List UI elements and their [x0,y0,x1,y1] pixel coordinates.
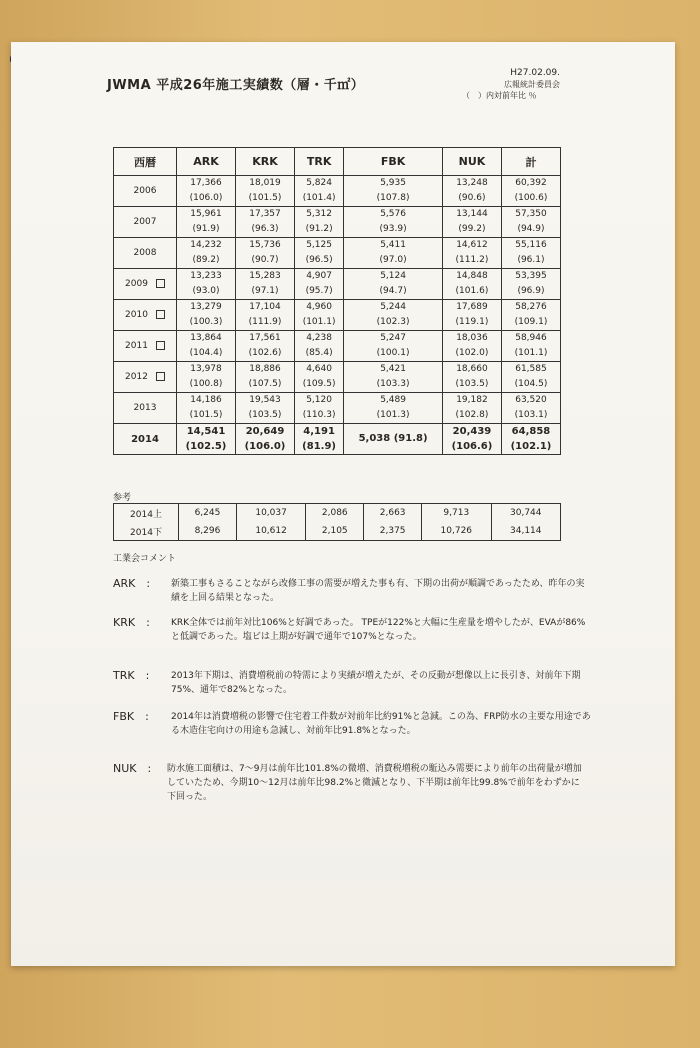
value-number: 14,541 [186,426,226,437]
year-cell [114,176,177,207]
value-cell [442,393,501,424]
value-number: 17,689 [456,302,488,312]
value-number: 5,244 [380,302,406,312]
percent-value: (103.1) [514,410,548,420]
value-cell [442,331,501,362]
value-number: 5,489 [380,395,406,405]
year-label: 2007 [133,217,157,227]
value-cell [295,176,344,207]
comment-label: NUK : [113,762,152,775]
value-cell [177,207,236,238]
column-header: NUK [442,148,501,176]
percent-value: (107.5) [248,379,282,389]
percent-value: (102.8) [455,410,489,420]
document-date: H27.02.09. [510,68,560,78]
value-cell [236,424,295,455]
value-number: 13,233 [190,271,222,281]
percent-value: (85.4) [305,348,333,358]
value-cell [177,176,236,207]
value-cell [442,424,501,455]
value-cell [501,393,560,424]
value-number: 4,960 [306,302,332,312]
percent-value: (102.6) [248,348,282,358]
reference-value: 30,744 [491,504,560,523]
value-number: 63,520 [515,395,547,405]
year-cell [114,362,177,393]
committee-name: 広報統計委員会 [504,80,560,89]
value-number: 17,366 [190,178,222,188]
value-cell [344,269,443,300]
percent-value: (96.1) [517,255,545,265]
percent-value: (109.5) [302,379,336,389]
value-cell [501,331,560,362]
reference-value: 2,663 [364,504,422,523]
reference-value: 9,713 [422,504,491,523]
percent-value: (99.2) [458,224,486,234]
value-cell [177,238,236,269]
value-number: 18,886 [249,364,281,374]
value-cell [177,269,236,300]
table-row [114,238,561,269]
value-cell [295,331,344,362]
value-cell [295,300,344,331]
value-number: 5,125 [306,240,332,250]
value-cell [295,362,344,393]
percent-value: (119.1) [455,317,489,327]
table-row [114,176,561,207]
value-number: 15,283 [249,271,281,281]
value-number: 15,736 [249,240,281,250]
column-header: 計 [501,148,560,176]
percent-value: (100.6) [514,193,548,203]
value-number: 57,350 [515,209,547,219]
percent-value: (101.1) [514,348,548,358]
percent-value: (103.5) [248,410,282,420]
comment-label: FBK : [113,710,149,723]
percent-value: (109.1) [514,317,548,327]
percent-value: (106.6) [451,441,493,452]
value-number: 4,640 [306,364,332,374]
value-cell [501,176,560,207]
value-number: 14,232 [190,240,222,250]
value-number: 14,186 [190,395,222,405]
percent-value: (107.8) [376,193,410,203]
value-number: 18,019 [249,178,281,188]
value-number: 58,276 [515,302,547,312]
comment-text: 防水施工面積は、7～9月は前年比101.8%の微増、消費税増税の駈込み需要により前年の出荷量が増加していたため、今期10～12月は前年比98.2%と微減となり、下半期は前年比99.8%で前年をわずかに下回った。 [167,764,582,802]
value-number: 53,395 [515,271,547,281]
percent-value: (104.5) [514,379,548,389]
value-cell [236,362,295,393]
year-cell [114,269,177,300]
value-cell [295,238,344,269]
checkbox-mark-icon [156,341,165,350]
document-title: JWMA 平成26年施工実績数（層・千㎡） [107,78,365,93]
value-cell [236,269,295,300]
table-row [114,393,561,424]
value-cell [236,393,295,424]
percent-value: (95.7) [305,286,333,296]
reference-row [114,504,561,523]
comment-label: KRK : [113,616,150,629]
value-cell [295,424,344,455]
percent-value: (106.0) [244,441,286,452]
value-number: 4,907 [306,271,332,281]
checkbox-mark-icon [156,279,165,288]
reference-row-label: 2014上 [114,504,179,523]
value-number: 5,312 [306,209,332,219]
table-row [114,300,561,331]
reference-value: 8,296 [179,522,237,541]
percent-value: (93.0) [192,286,220,296]
reference-value: 2,375 [364,522,422,541]
percent-value: (103.3) [376,379,410,389]
column-header: ARK [177,148,236,176]
percent-value: (111.2) [455,255,489,265]
percent-value: (96.3) [251,224,279,234]
percent-value: (96.5) [305,255,333,265]
table-header-row [114,148,561,176]
value-number: 5,120 [306,395,332,405]
value-cell [177,331,236,362]
value-cell [501,207,560,238]
year-label: 2012 [125,372,148,382]
year-label: 2009 [125,279,148,289]
value-cell [344,424,443,455]
percent-value: (103.5) [455,379,489,389]
percent-value: (101.4) [302,193,336,203]
reference-table [113,503,561,541]
year-cell [114,238,177,269]
value-cell [177,300,236,331]
year-label: 2013 [133,403,157,413]
value-number: 14,612 [456,240,488,250]
column-header: FBK [344,148,443,176]
percent-value: (94.9) [517,224,545,234]
value-cell [501,269,560,300]
value-number: 17,357 [249,209,281,219]
value-number: 5,824 [306,178,332,188]
value-cell [344,207,443,238]
results-table [113,147,561,455]
value-number: 18,036 [456,333,488,343]
year-cell [114,300,177,331]
table-row [114,269,561,300]
value-cell [236,207,295,238]
value-number: 19,543 [249,395,281,405]
value-cell [442,238,501,269]
value-cell [442,207,501,238]
value-cell [344,331,443,362]
reference-value: 34,114 [491,522,560,541]
value-cell [344,176,443,207]
percent-value: (101.1) [302,317,336,327]
value-cell [295,393,344,424]
column-header: TRK [295,148,344,176]
percent-value: (101.5) [189,410,223,420]
percent-value: (89.2) [192,255,220,265]
value-number: 64,858 [511,426,551,437]
percent-value: (111.9) [248,317,282,327]
table-row [114,331,561,362]
value-cell [344,393,443,424]
comment-text: 新築工事もさることながら改修工事の需要が増えた事も有、下期の出荷が順調であったため、昨年の実績を上回る結果となった。 [171,579,585,603]
percent-value: (104.4) [189,348,223,358]
value-number: 13,144 [456,209,488,219]
value-cell [236,238,295,269]
value-cell [344,362,443,393]
comment-label: ARK : [113,577,151,590]
year-cell [114,331,177,362]
reference-value: 10,037 [236,504,305,523]
column-header: 西暦 [114,148,177,176]
value-number: 60,392 [515,178,547,188]
percent-value: (101.3) [376,410,410,420]
percent-value: (101.5) [248,193,282,203]
year-label: 2010 [125,310,148,320]
value-number: 5,411 [380,240,406,250]
value-number: 4,238 [306,333,332,343]
comment-text: 2013年下期は、消費増税前の特需により実績が増えたが、その反動が想像以上に長引き、対前年下期75%、通年で82%となった。 [171,671,581,695]
percent-value: (81.9) [302,441,336,452]
value-cell [295,269,344,300]
comment-text: KRK全体では前年対比106%と好調であった。 TPEが122%と大幅に生産量を増やしたが、EVAが86%と低調であった。塩ビは上期が好調で通年で107%となった。 [171,618,586,642]
percent-note: （ ）内対前年比 ％ [462,91,537,100]
value-cell [442,300,501,331]
value-number: 58,946 [515,333,547,343]
percent-value: (110.3) [302,410,336,420]
value-cell [344,300,443,331]
value-cell [177,362,236,393]
reference-label: 参考 [113,493,132,503]
percent-value: (93.9) [379,224,407,234]
percent-value: (100.8) [189,379,223,389]
reference-row [114,522,561,541]
value-number: 4,191 [303,426,335,437]
comment-text: 2014年は消費増税の影響で住宅着工件数が対前年比約91%と急減。この為、FRP防水の主要な用途である木造住宅向けの用途も急減し、対前年比91.8%となった。 [171,712,591,736]
year-cell [114,207,177,238]
value-cell [236,331,295,362]
value-cell [501,362,560,393]
comments-title: 工業会コメント [113,554,177,564]
percent-value: (97.0) [379,255,407,265]
table-row-2014 [114,424,561,455]
value-number: 13,864 [190,333,222,343]
value-cell [501,424,560,455]
reference-row-label: 2014下 [114,522,179,541]
percent-value: (91.2) [305,224,333,234]
column-header: KRK [236,148,295,176]
value-cell [177,424,236,455]
percent-value: (100.3) [189,317,223,327]
percent-value: (91.9) [192,224,220,234]
reference-value: 10,726 [422,522,491,541]
percent-value: (101.6) [455,286,489,296]
percent-value: (90.6) [458,193,486,203]
year-label: 2006 [133,186,157,196]
value-number: 20,439 [452,426,492,437]
percent-value: (102.5) [185,441,227,452]
value-number: 61,585 [515,364,547,374]
value-number: 14,848 [456,271,488,281]
value-number: 5,038 (91.8) [358,433,428,444]
reference-value: 2,086 [306,504,364,523]
percent-value: (106.0) [189,193,223,203]
year-label: 2011 [125,341,148,351]
percent-value: (90.7) [251,255,279,265]
year-label: 2008 [133,248,157,258]
year-cell [114,393,177,424]
percent-value: (97.1) [251,286,279,296]
value-number: 5,421 [380,364,406,374]
percent-value: (102.3) [376,317,410,327]
value-cell [501,238,560,269]
header-meta [448,68,560,101]
value-number: 13,279 [190,302,222,312]
checkbox-mark-icon [156,372,165,381]
value-number: 20,649 [245,426,285,437]
year-cell: 2014 [114,424,177,455]
value-number: 5,576 [380,209,406,219]
value-number: 5,247 [380,333,406,343]
table-row [114,207,561,238]
percent-value: (102.0) [455,348,489,358]
value-cell [344,238,443,269]
value-number: 19,182 [456,395,488,405]
value-number: 13,978 [190,364,222,374]
value-cell [442,176,501,207]
value-cell [177,393,236,424]
value-cell [442,362,501,393]
value-cell [501,300,560,331]
percent-value: (102.1) [510,441,552,452]
value-number: 18,660 [456,364,488,374]
table-row [114,362,561,393]
value-number: 17,104 [249,302,281,312]
comment-label: TRK : [113,669,150,682]
checkbox-mark-icon [156,310,165,319]
value-number: 15,961 [190,209,222,219]
percent-value: (94.7) [379,286,407,296]
percent-value: (100.1) [376,348,410,358]
value-number: 5,124 [380,271,406,281]
reference-value: 6,245 [179,504,237,523]
value-number: 13,248 [456,178,488,188]
value-number: 5,935 [380,178,406,188]
value-number: 17,561 [249,333,281,343]
value-cell [236,300,295,331]
value-number: 55,116 [515,240,547,250]
value-cell [236,176,295,207]
value-cell [442,269,501,300]
reference-value: 2,105 [306,522,364,541]
percent-value: (96.9) [517,286,545,296]
reference-value: 10,612 [236,522,305,541]
value-cell [295,207,344,238]
